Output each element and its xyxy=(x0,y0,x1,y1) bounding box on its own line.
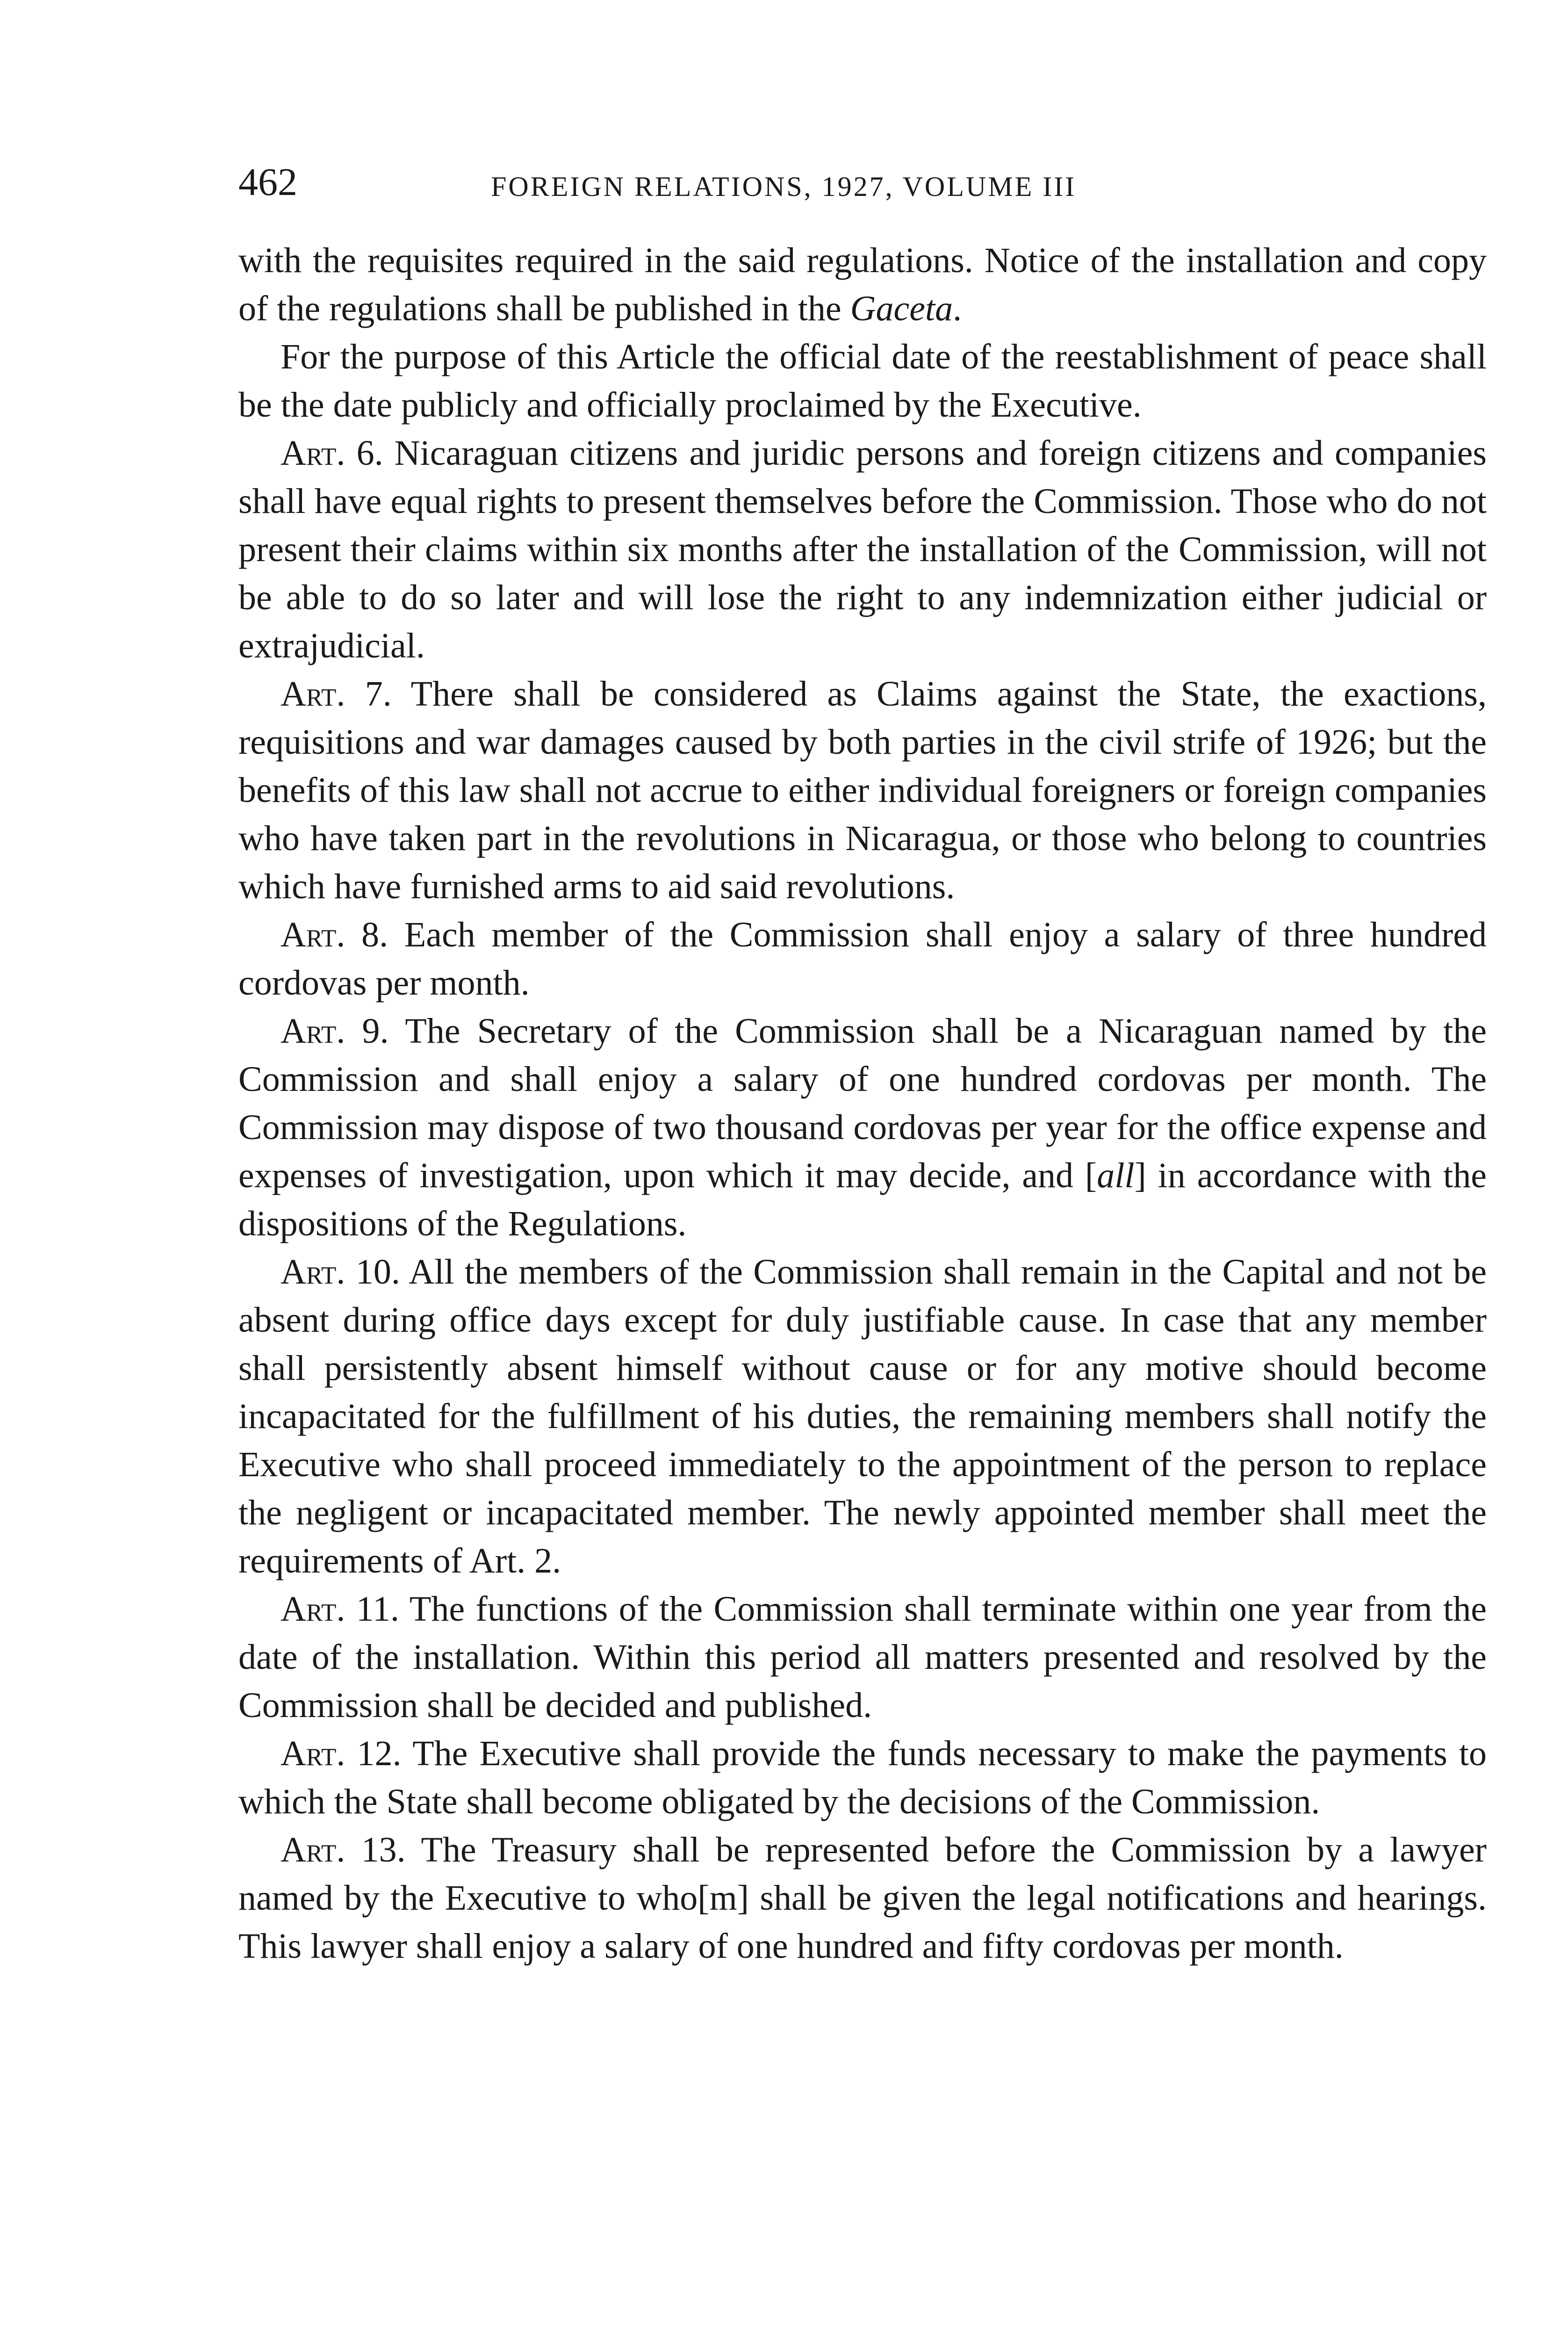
article-label: Art. 13. xyxy=(281,1830,406,1869)
article-8 xyxy=(238,911,1487,1007)
article-text-end: ] in accordance with the dispositions of the Regulations. xyxy=(238,1156,1487,1243)
article-text: The Treasury shall be represented before the Commission by a lawyer named by the Executive to who[m] shall be given the legal notifications and hearings. This lawyer shall enjoy a salary of one hundred and fifty cordovas per month. xyxy=(238,1830,1487,1966)
article-9 xyxy=(238,1007,1487,1248)
article-6 xyxy=(238,429,1487,670)
article-label: Art. 8. xyxy=(281,915,388,954)
page-header xyxy=(238,159,1487,215)
paragraph-official-date xyxy=(238,333,1487,429)
article-label: Art. 7. xyxy=(281,674,392,714)
paragraph-text: with the requisites required in the said regulations. Notice of the installation and copy of the regulations shall be published in the xyxy=(238,241,1487,328)
document-body xyxy=(238,237,1487,1970)
article-label: Art. 10. xyxy=(281,1252,400,1292)
document-page xyxy=(238,159,1487,1970)
article-text: There shall be considered as Claims against the State, the exactions, requisitions and war damages caused by both parties in the civil strife of 1926; but the benefits of this law shall not accrue to either individual foreigners or foreign companies who have taken part in the revolutions in Nicaragua, or those who belong to countries which have furnished arms to aid said revolutions. xyxy=(238,674,1487,906)
paragraph-text: For the purpose of this Article the official date of the reestablishment of peace shall be the date publicly and officially proclaimed by the Executive. xyxy=(238,337,1487,425)
article-12 xyxy=(238,1730,1487,1826)
paragraph-italic: Gaceta xyxy=(850,289,953,328)
page-number: 462 xyxy=(238,160,297,204)
article-text: Each member of the Commission shall enjoy a salary of three hundred cordovas per month. xyxy=(238,915,1487,1003)
article-label: Art. 12. xyxy=(281,1734,402,1773)
article-7 xyxy=(238,670,1487,911)
article-10 xyxy=(238,1248,1487,1585)
running-head: FOREIGN RELATIONS, 1927, VOLUME III xyxy=(491,171,1077,202)
article-label: Art. 11. xyxy=(281,1589,399,1629)
paragraph-continuation xyxy=(238,237,1487,333)
article-text: The Secretary of the Commission shall be a Nicaraguan named by the Commission and shall enjoy a salary of one hundred cordovas per month. The Commission may dispose of two thousand cordovas per year for the office expense and expenses of investigation, upon which it may decide, and [ xyxy=(238,1011,1487,1195)
article-label: Art. 6. xyxy=(281,433,383,473)
article-11 xyxy=(238,1585,1487,1730)
article-label: Art. 9. xyxy=(281,1011,389,1051)
article-italic: all xyxy=(1097,1156,1135,1195)
article-text: Nicaraguan citizens and juridic persons and foreign citizens and companies shall have equal rights to present themselves before the Commission. Those who do not present their claims within six months after the installation of the Commission, will not be able to do so later and will lose the right to any indemnization either judicial or extrajudicial. xyxy=(238,433,1487,665)
article-text: The Executive shall provide the funds necessary to make the payments to which the State shall become obligated by the decisions of the Commission. xyxy=(238,1734,1487,1821)
paragraph-text-end: . xyxy=(953,289,962,328)
article-13 xyxy=(238,1826,1487,1970)
article-text: The functions of the Commission shall terminate within one year from the date of the installation. Within this period all matters presented and resolved by the Commission shall be decided and published. xyxy=(238,1589,1487,1725)
article-text: All the members of the Commission shall remain in the Capital and not be absent during office days except for duly justifiable cause. In case that any member shall persistently absent himself without cause or for any motive should become incapacitated for the fulfillment of his duties, the remaining members shall notify the Executive who shall proceed immediately to the appointment of the person to replace the negligent or incapacitated member. The newly appointed member shall meet the requirements of Art. 2. xyxy=(238,1252,1487,1580)
